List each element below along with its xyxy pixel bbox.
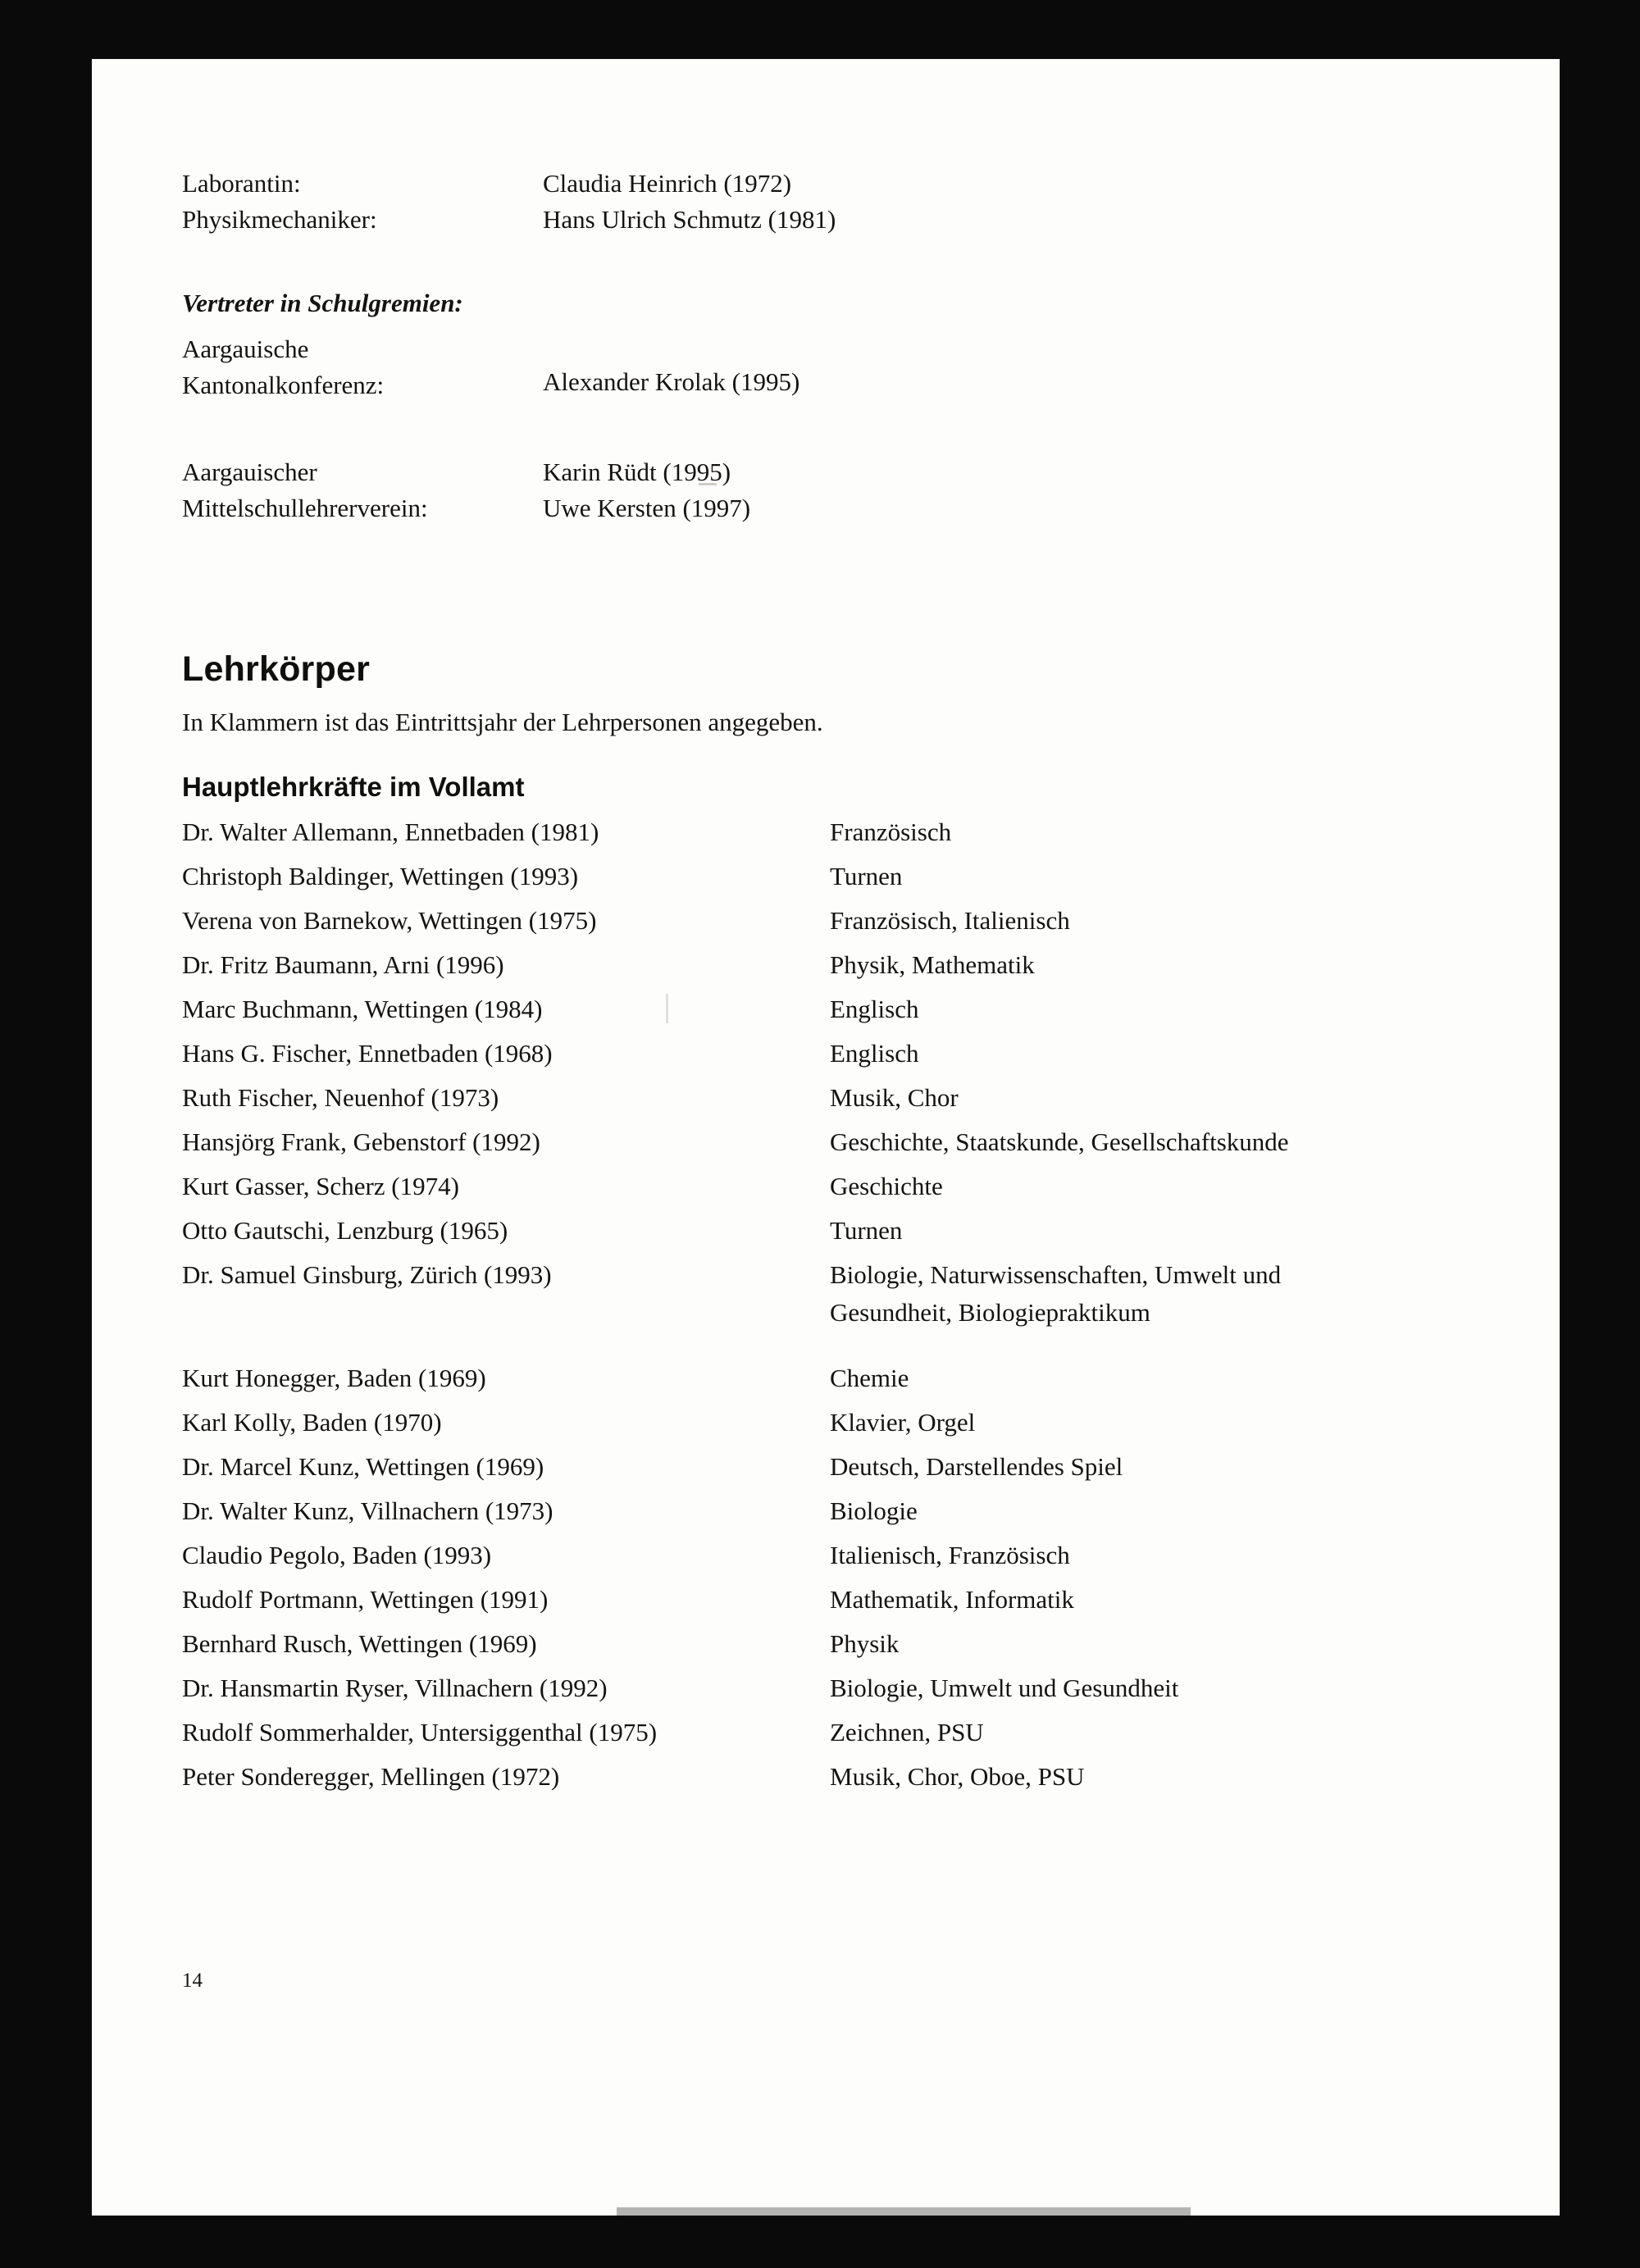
committee-value: Alexander Krolak (1995): [543, 367, 800, 397]
teacher-name: Dr. Walter Allemann, Ennetbaden (1981): [182, 817, 599, 847]
teacher-subjects: Geschichte, Staatskunde, Gesellschaftskunde: [830, 1127, 1289, 1157]
teacher-name: Bernhard Rusch, Wettingen (1969): [182, 1629, 537, 1659]
committee-label-line1: Aargauischer: [182, 458, 317, 487]
faculty-intro-text: In Klammern ist das Eintrittsjahr der Lehrpersonen angegeben.: [182, 708, 823, 737]
teacher-name: Dr. Fritz Baumann, Arni (1996): [182, 950, 504, 980]
teacher-name: Hans G. Fischer, Ennetbaden (1968): [182, 1039, 553, 1068]
page-content: [182, 166, 1494, 1803]
committee-section-title: Vertreter in Schulgremien:: [182, 289, 463, 318]
teacher-list: [182, 814, 1494, 1795]
committee-label: [182, 331, 543, 403]
committee-values: [543, 454, 1494, 526]
committee-values: [543, 331, 1494, 400]
teacher-subjects: Turnen: [830, 862, 903, 891]
teacher-subjects: [830, 1257, 1494, 1331]
teacher-name: Marc Buchmann, Wettingen (1984): [182, 995, 543, 1024]
committee-value: Karin Rüdt (1995): [543, 458, 731, 487]
teacher-subjects-line1: Biologie, Naturwissenschaften, Umwelt und: [830, 1260, 1282, 1290]
teacher-subjects: Biologie, Umwelt und Gesundheit: [830, 1674, 1179, 1703]
teacher-subjects: Physik: [830, 1629, 900, 1659]
list-item: [182, 903, 1494, 939]
teacher-name: Dr. Samuel Ginsburg, Zürich (1993): [182, 1260, 552, 1290]
teacher-subjects: Chemie: [830, 1364, 909, 1393]
list-item: [182, 1537, 1494, 1573]
staff-person-value: Hans Ulrich Schmutz (1981): [543, 205, 836, 235]
teacher-name: Hansjörg Frank, Gebenstorf (1992): [182, 1127, 540, 1157]
teacher-subjects: Englisch: [830, 995, 919, 1024]
teacher-subjects: Turnen: [830, 1216, 903, 1246]
list-item: [182, 947, 1494, 983]
committee-label: [182, 454, 543, 526]
teacher-subjects: Mathematik, Informatik: [830, 1585, 1074, 1614]
faculty-subheading: Hauptlehrkräfte im Vollamt: [182, 772, 525, 803]
teacher-subjects: Italienisch, Französisch: [830, 1541, 1070, 1570]
list-item: [182, 1213, 1494, 1249]
list-item: [182, 1670, 1494, 1706]
document-page: [92, 59, 1560, 2216]
teacher-name: Peter Sonderegger, Mellingen (1972): [182, 1762, 560, 1792]
teacher-name: Ruth Fischer, Neuenhof (1973): [182, 1083, 499, 1113]
spacer: [182, 526, 1494, 649]
teacher-subjects: Physik, Mathematik: [830, 950, 1035, 980]
teacher-name: Rudolf Portmann, Wettingen (1991): [182, 1585, 549, 1614]
list-item: [182, 1449, 1494, 1485]
teacher-name: Verena von Barnekow, Wettingen (1975): [182, 906, 597, 936]
teacher-subjects: Deutsch, Darstellendes Spiel: [830, 1452, 1123, 1482]
list-item: [182, 814, 1494, 850]
teacher-subjects: Französisch, Italienisch: [830, 906, 1070, 936]
page-number: 14: [182, 1970, 203, 1992]
teacher-name: Dr. Hansmartin Ryser, Villnachern (1992): [182, 1674, 608, 1703]
spacer: [182, 1339, 1494, 1360]
teacher-name: Otto Gautschi, Lenzburg (1965): [182, 1216, 508, 1246]
committee-value: Uwe Kersten (1997): [543, 494, 751, 523]
staff-role-label: Physikmechaniker:: [182, 205, 377, 235]
list-item: [182, 1360, 1494, 1396]
committee-group-1: [182, 331, 1494, 403]
list-item: [182, 1080, 1494, 1116]
teacher-name: Dr. Walter Kunz, Villnachern (1973): [182, 1496, 554, 1526]
teacher-name: Claudio Pegolo, Baden (1993): [182, 1541, 492, 1570]
list-item: [182, 1405, 1494, 1441]
teacher-subjects: Musik, Chor, Oboe, PSU: [830, 1762, 1085, 1792]
list-item: [182, 1715, 1494, 1751]
teacher-subjects: Musik, Chor: [830, 1083, 959, 1113]
teacher-subjects: Englisch: [830, 1039, 919, 1068]
page-title: Lehrkörper: [182, 649, 371, 690]
staff-row: [182, 202, 1494, 238]
teacher-name: Karl Kolly, Baden (1970): [182, 1408, 442, 1437]
teacher-name: Rudolf Sommerhalder, Untersiggenthal (1975): [182, 1718, 658, 1747]
list-item: [182, 1124, 1494, 1160]
committee-label-line2: Mittelschullehrerverein:: [182, 494, 428, 523]
spacer: [182, 238, 1494, 289]
teacher-name: Dr. Marcel Kunz, Wettingen (1969): [182, 1452, 544, 1482]
spacer: [182, 403, 1494, 454]
list-item: [182, 858, 1494, 895]
teacher-subjects: Biologie: [830, 1496, 918, 1526]
list-item: [182, 1582, 1494, 1618]
staff-row: [182, 166, 1494, 202]
committee-label-line1: Aargauische: [182, 335, 309, 364]
teacher-subjects: Geschichte: [830, 1172, 943, 1201]
committee-group-2: [182, 454, 1494, 526]
teacher-subjects: Französisch: [830, 817, 952, 847]
staff-role-label: Laborantin:: [182, 169, 301, 198]
list-item: [182, 1493, 1494, 1529]
teacher-subjects: Klavier, Orgel: [830, 1408, 976, 1437]
list-item: [182, 1626, 1494, 1662]
list-item: [182, 1257, 1494, 1331]
committee-label-line2: Kantonalkonferenz:: [182, 371, 385, 400]
list-item: [182, 991, 1494, 1027]
teacher-subjects-line2: Gesundheit, Biologiepraktikum: [830, 1298, 1150, 1328]
teacher-subjects: Zeichnen, PSU: [830, 1718, 984, 1747]
teacher-name: Christoph Baldinger, Wettingen (1993): [182, 862, 579, 891]
list-item: [182, 1168, 1494, 1205]
teacher-name: Kurt Gasser, Scherz (1974): [182, 1172, 459, 1201]
list-item: [182, 1759, 1494, 1795]
teacher-name: Kurt Honegger, Baden (1969): [182, 1364, 486, 1393]
scan-edge-shadow: [617, 2207, 1191, 2216]
staff-person-value: Claudia Heinrich (1972): [543, 169, 792, 198]
list-item: [182, 1036, 1494, 1072]
